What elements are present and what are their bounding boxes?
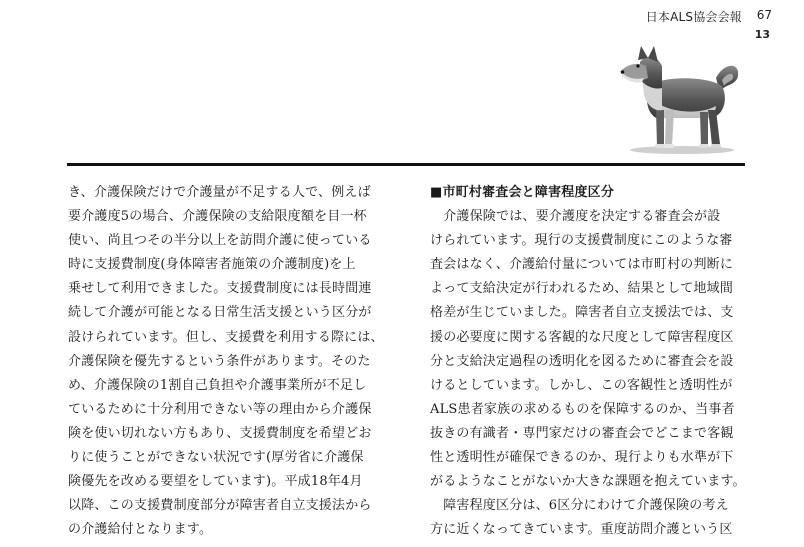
body-text-line: 介護保険を優先するという条件があります。そのた <box>68 353 371 369</box>
body-text-line: ALS患者家族の求めるものを保障するのか、当事者 <box>430 401 735 417</box>
header-divider-rule <box>67 163 745 166</box>
body-text-line: 続して介護が可能となる日常生活支援という区分が <box>68 305 372 321</box>
body-text-line: 使い、尚且つその半分以上を訪問介護に使っている <box>68 233 372 249</box>
body-text-line: がるようなことがないか大きな課題を抱えています。 <box>430 474 746 490</box>
body-text-line: よって支給決定が行われるため、結果として地域間 <box>430 281 734 297</box>
issue-number: 13 <box>754 28 770 41</box>
body-text-line: 格差が生じていました。障害者自立支援法では、支 <box>430 305 734 321</box>
journal-title: 日本ALS協会会報 <box>645 10 742 24</box>
body-text-line: ているために十分利用できない等の理由から介護保 <box>68 401 372 417</box>
page-number: 67 <box>756 8 772 22</box>
body-text-line: 乗せして利用できました。支援費制度には長時間連 <box>68 281 372 297</box>
section-heading: ■市町村審査会と障害程度区分 <box>430 185 615 200</box>
body-text-line: 時に支援費制度(身体障害者施策の介護制度)を上 <box>68 257 356 273</box>
body-text-line: 要介護度5の場合、介護保険の支給限度額を目一杯 <box>68 209 367 225</box>
body-text-line: の介護給付となります。 <box>68 522 213 538</box>
page-header <box>0 0 804 170</box>
shiba-dog-illustration <box>612 40 752 158</box>
body-text-line: 設けられています。但し、支援費を利用する際には、 <box>68 329 384 345</box>
body-text-line: りに使うことができない状況です(厚労省に介護保 <box>68 450 364 466</box>
left-column <box>68 181 390 542</box>
body-text-line: 分と支給決定過程の透明化を図るために審査会を設 <box>430 353 734 369</box>
body-text-line: 介護保険では、要介護度を決定する審査会が設 <box>430 209 721 225</box>
body-text-line: 性と透明性が確保できるのか、現行よりも水準が下 <box>430 450 734 466</box>
body-text-line: 険を使い切れない方もあり、支援費制度を希望どお <box>68 425 372 441</box>
body-text-line: 援の必要度に関する客観的な尺度として障害程度区 <box>430 329 734 345</box>
right-column <box>430 181 752 542</box>
body-text-line: 以降、この支援費制度部分が障害者自立支援法から <box>68 498 372 514</box>
body-text-line: め、介護保険の1割自己負担や介護事業所が不足し <box>68 377 367 393</box>
body-text-line: 抜きの有識者・専門家だけの審査会でどこまで客観 <box>430 425 734 441</box>
body-text-line: 方に近くなってきています。重度訪問介護という区 <box>430 522 733 538</box>
body-text-line: 障害程度区分は、6区分にわけて介護保険の考え <box>430 498 729 514</box>
body-text-line: 査会はなく、介護給付量については市町村の判断に <box>430 257 734 273</box>
body-text-line: けられています。現行の支援費制度にこのような審 <box>430 233 733 249</box>
body-text-line: 険優先を改める要望をしています)。平成18年4月 <box>68 474 363 490</box>
body-text-line: き、介護保険だけで介護量が不足する人で、例えば <box>68 185 371 200</box>
body-text-line: けるとしています。しかし、この客観性と透明性が <box>430 377 733 393</box>
